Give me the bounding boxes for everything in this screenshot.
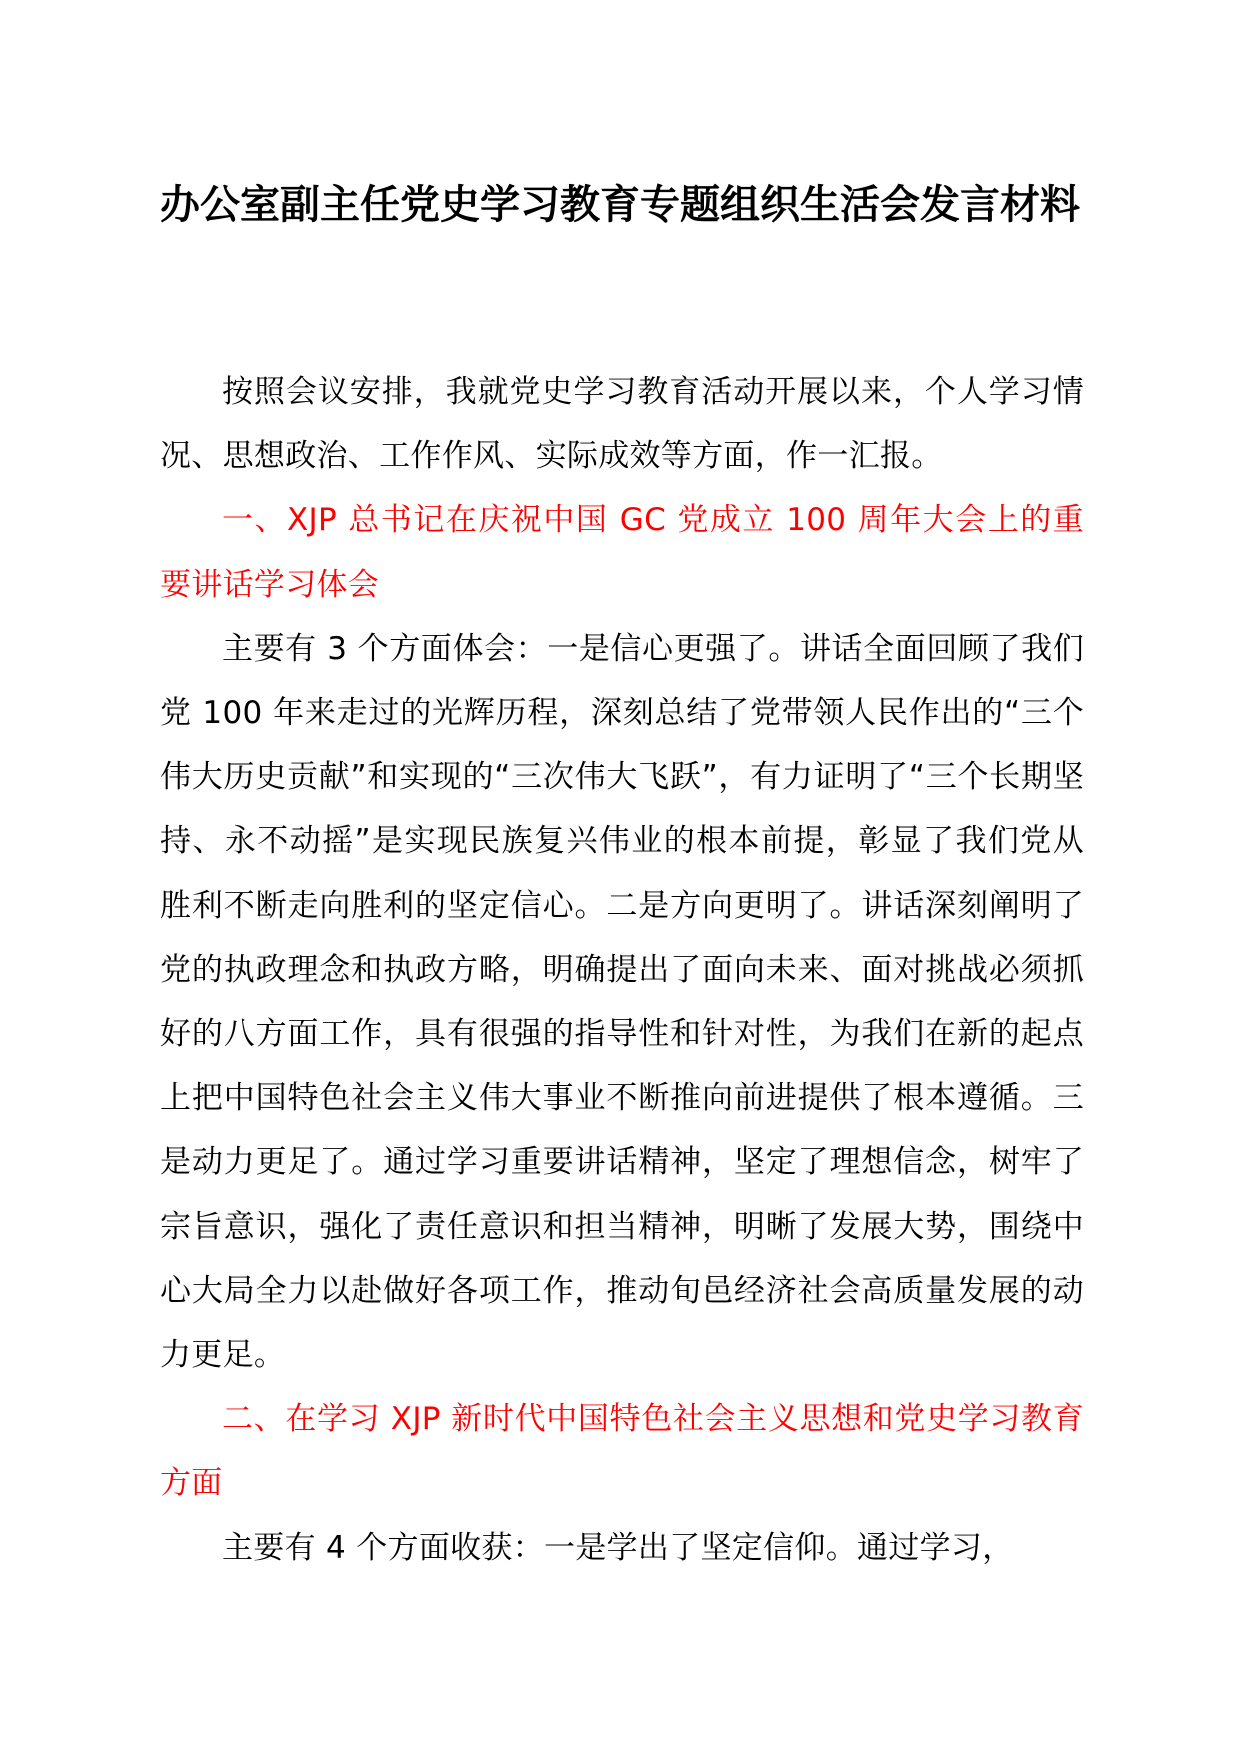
section-heading-2: 二、在学习 XJP 新时代中国特色社会主义思想和党史学习教育方面: [160, 1401, 1084, 1502]
document-body: [160, 360, 1084, 1580]
section-1-paragraph: 主要有 3 个方面体会：一是信心更强了。讲话全面回顾了我们党 100 年来走过的光辉历程，深刻总结了党带领人民作出的“三个伟大历史贡献”和实现的“三次伟大飞跃”，有力证明了“三个长期坚持、永不动摇”是实现民族复兴伟业的根本前提，彰显了我们党从胜利不断走向胜利的坚定信心。二是方向更明了。讲话深刻阐明了党的执政理念和执政方略，明确提出了面向未来、面对挑战必须抓好的八方面工作，具有很强的指导性和针对性，为我们在新的起点上把中国特色社会主义伟大事业不断推向前进提供了根本遵循。三是动力更足了。通过学习重要讲话精神，坚定了理想信念，树牢了宗旨意识，强化了责任意识和担当精神，明晰了发展大势，围绕中心大局全力以赴做好各项工作，推动旬邑经济社会高质量发展的动力更足。: [160, 630, 1084, 1374]
section-heading-1: 一、XJP 总书记在庆祝中国 GC 党成立 100 周年大会上的重要讲话学习体会: [160, 502, 1084, 603]
section-2-paragraph: 主要有 4 个方面收获：一是学出了坚定信仰。通过学习，: [222, 1529, 1014, 1566]
intro-paragraph: 按照会议安排，我就党史学习教育活动开展以来，个人学习情况、思想政治、工作作风、实际成效等方面，作一汇报。: [160, 374, 1084, 475]
document-title: 办公室副主任党史学习教育专题组织生活会发言材料: [160, 182, 1080, 228]
